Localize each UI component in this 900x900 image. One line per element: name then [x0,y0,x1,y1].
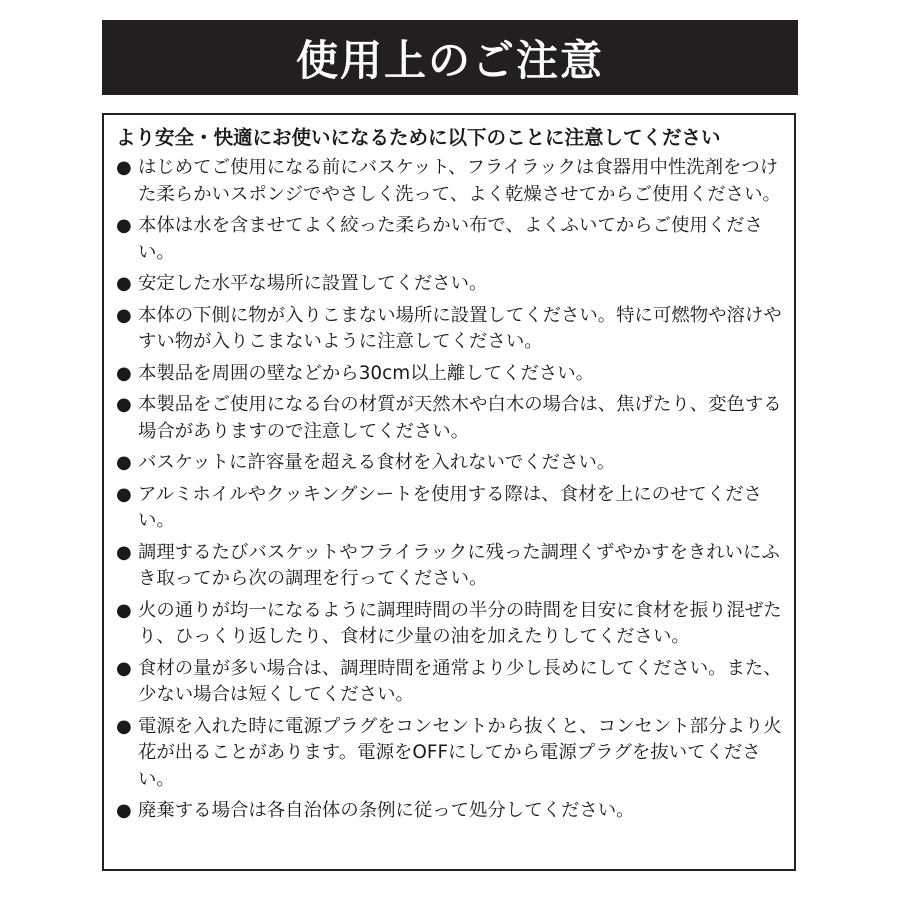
notice-item [116,392,784,445]
bullet-icon: ● [116,394,132,415]
bullet-icon: ● [116,452,132,473]
bullet-icon: ● [116,715,132,737]
notice-item [116,303,784,356]
notice-text: 火の通りが均一になるように調理時間の半分の時間を目安に食材を振り混ぜたり、ひっくり返したり、食材に少量の油を加えたりしてください。 [138,599,782,647]
notice-text: 電源を入れた時に電源プラグをコンセントから抜くと、コンセント部分より火花が出ることがあります。電源をOFFにしてから電源プラグを抜いてください。 [138,715,782,790]
notice-text: 食材の量が多い場合は、調理時間を通常より少し長めにしてください。また、少ない場合は短くしてください。 [138,657,782,705]
bullet-icon: ● [116,541,132,563]
notice-item [116,598,784,651]
bullet-icon: ● [116,215,132,236]
notice-text: 本体の下側に物が入りこまない場所に設置してください。特に可燃物や溶けやすい物が入りこまないように注意してください。 [138,304,782,352]
notice-item [116,271,784,298]
page-title: 使用上のご注意 [295,35,604,85]
notice-text: 調理するたびバスケットやフライラックに残った調理くずやかすをきれいにふき取ってから次の調理を行ってください。 [138,541,780,589]
bullet-icon: ● [116,657,132,679]
notice-list [116,155,784,825]
bullet-icon: ● [116,157,132,178]
notice-text: バスケットに許容量を超える食材を入れないでください。 [138,452,616,473]
notice-item [116,155,784,208]
notice-text: 安定した水平な場所に設置してください。 [138,273,488,294]
notice-item [116,361,784,388]
notice-text: 本製品をご使用になる台の材質が天然木や白木の場合は、焦げたり、変色する場合がありますので注意してください。 [138,394,782,442]
bullet-icon: ● [116,273,132,294]
notice-text: はじめてご使用になる前にバスケット、フライラックは食器用中性洗剤をつけた柔らかいスポンジでやさしく洗って、よく乾燥させてからご使用ください。 [138,157,781,205]
notice-box [102,113,796,871]
bullet-icon: ● [116,599,132,621]
notice-item [116,714,784,794]
notice-text: 廃棄する場合は各自治体の条例に従って処分してください。 [138,800,635,821]
notice-text: 本製品を周囲の壁などから30cm以上離してください。 [138,362,595,384]
intro-heading: より安全・快適にお使いになるために以下のことに注意してください [116,126,721,149]
bullet-icon: ● [116,800,132,821]
notice-item [116,656,784,709]
bullet-icon: ● [116,362,132,384]
title-banner [102,20,798,95]
notice-item [116,213,784,266]
notice-text: 本体は水を含ませてよく絞った柔らかい布で、よくふいてからご使用ください。 [138,215,763,263]
notice-item [116,450,784,477]
notice-item [116,798,784,825]
notice-item [116,482,784,535]
bullet-icon: ● [116,483,132,505]
notice-text: アルミホイルやクッキングシートを使用する際は、食材を上にのせてください。 [138,483,762,531]
notice-item [116,540,784,593]
bullet-icon: ● [116,304,132,326]
